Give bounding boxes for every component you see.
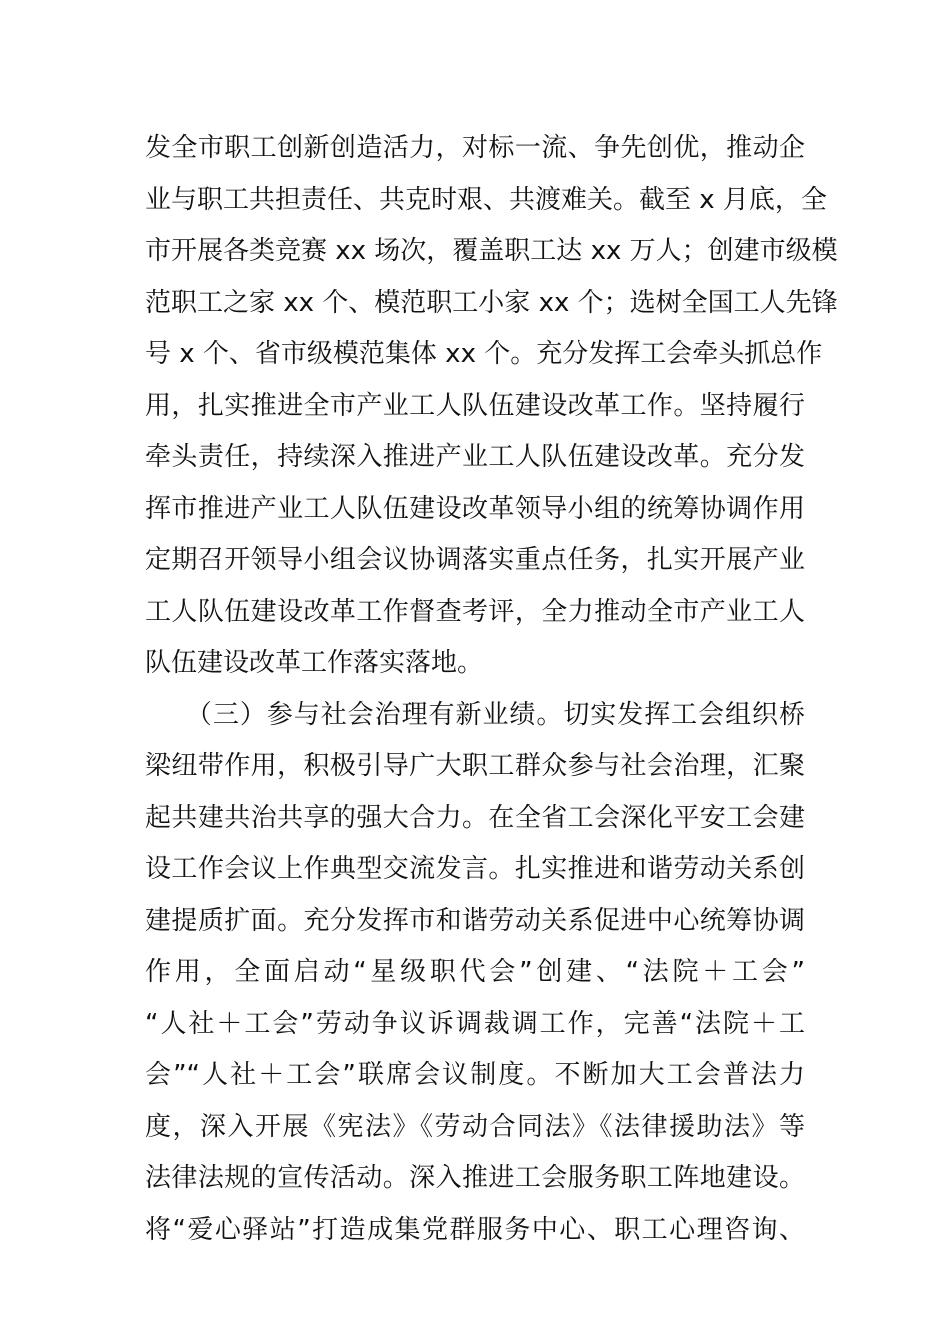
text-line: 工人队伍建设改革工作督查考评，全力推动全市产业工人 <box>145 596 805 627</box>
text-line: 市开展各类竞赛 xx 场次，覆盖职工达 xx 万人；创建市级模 <box>145 236 838 266</box>
section-heading-line: （三）参与社会治理有新业绩。切实发挥工会组织桥 <box>145 699 805 730</box>
text-line: 发全市职工创新创造活力，对标一流、争先创优，推动企 <box>145 133 805 163</box>
text-line: 设工作会议上作典型交流发言。扎实推进和谐劳动关系创 <box>145 854 805 884</box>
text-line: 将“爱心驿站”打造成集党群服务中心、职工心理咨询、 <box>145 1214 805 1245</box>
paragraph-end-line: 队伍建设改革工作落实落地。 <box>145 648 484 678</box>
text-line: 挥市推进产业工人队伍建设改革领导小组的统筹协调作用 <box>145 493 805 524</box>
text-line: 牵头责任，持续深入推进产业工人队伍建设改革。充分发 <box>145 442 805 472</box>
text-line: 法律法规的宣传活动。深入推进工会服务职工阵地建设。 <box>145 1163 805 1193</box>
text-line: “人社＋工会”劳动争议诉调裁调工作，完善“法院＋工 <box>145 1008 805 1039</box>
text-line: 会”“人社＋工会”联席会议制度。不断加大工会普法力 <box>145 1060 805 1090</box>
text-line: 作用，全面启动“星级职代会”创建、“法院＋工会” <box>145 957 805 987</box>
text-line: 业与职工共担责任、共克时艰、共渡难关。截至 x 月底，全 <box>145 184 827 215</box>
text-line: 号 x 个、省市级模范集体 xx 个。充分发挥工会牵头抓总作 <box>145 339 823 369</box>
text-line: 建提质扩面。充分发挥市和谐劳动关系促进中心统筹协调 <box>145 905 805 936</box>
body-text <box>145 123 838 1256</box>
text-line: 范职工之家 xx 个、模范职工小家 xx 个；选树全国工人先锋 <box>145 287 838 318</box>
text-line: 用，扎实推进全市产业工人队伍建设改革工作。坚持履行 <box>145 390 805 421</box>
text-line: 定期召开领导小组会议协调落实重点任务，扎实开展产业 <box>145 545 805 575</box>
text-line: 度，深入开展《宪法》《劳动合同法》《法律援助法》等 <box>145 1111 805 1142</box>
text-line: 起共建共治共享的强大合力。在全省工会深化平安工会建 <box>145 802 805 833</box>
text-line: 梁纽带作用，积极引导广大职工群众参与社会治理，汇聚 <box>145 751 805 781</box>
